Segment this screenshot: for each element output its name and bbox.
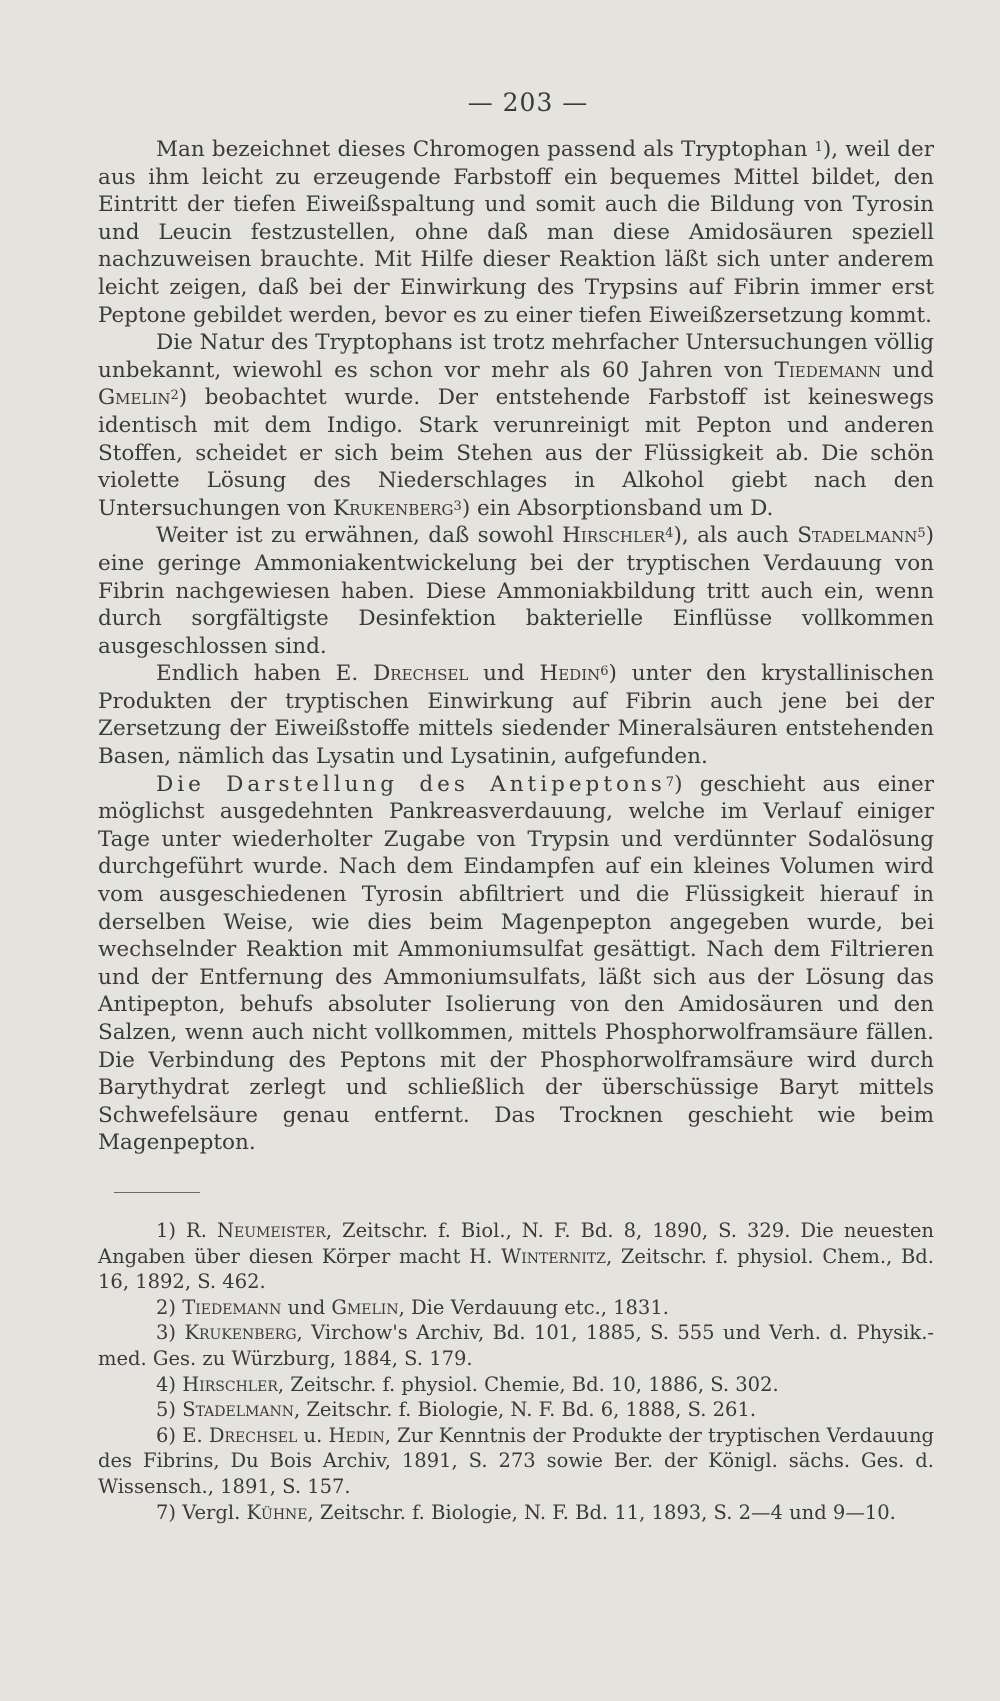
- author-name: Stadelmann: [797, 523, 918, 549]
- footnote-ref: 1: [814, 140, 823, 155]
- text-run: 2): [156, 1295, 183, 1319]
- footnote: [98, 1372, 934, 1398]
- text-run: ), als auch: [673, 523, 798, 549]
- footnotes: [98, 1218, 934, 1525]
- text-run: Man bezeichnet dieses Chromogen passend als Tryptophan: [156, 137, 815, 162]
- paragraph: [98, 771, 934, 1157]
- author-name: Krukenberg: [184, 1321, 297, 1345]
- page-number: — 203 —: [467, 88, 589, 117]
- paragraph: [98, 136, 934, 329]
- text-run: , Zeitschr. f. Biol., N. F. Bd. 8, 1890, S. 329. Die neuesten Angaben über diesen Körper macht H.: [98, 1219, 934, 1268]
- footnote-ref: 5: [917, 526, 926, 542]
- author-name: Neumeister: [216, 1219, 326, 1242]
- text-run: ) geschieht aus einer möglichst ausgedehnten Pankreasverdauung, welche im Verlauf einiger Tage unter wiederholter Zugabe von Trypsin und verdünnter Sodalösung durchgeführt wurde. Nach dem Eindampfen auf ein kleines Volumen wird vom ausgeschiedenen Tyrosin abfiltriert und die Flüssigkeit hierauf in derselben Weise, wie dies beim Magenpepton angegeben wurde, bei wechselnder Reaktion mit Ammoniumsulfat gesättigt. Nach dem Filtrieren und der Entfernung des Ammoniumsulfats, läßt sich aus der Lösung das Antipepton, behufs absoluter Isolierung von den Amidosäuren und den Salzen, wenn auch nicht vollkommen, mittels Phosphorwolframsäure fällen. Die Verbindung des Peptons mit der Phosphorwolframsäure wird durch Barythydrat zerlegt und schließlich der überschüssige Baryt mittels Schwefelsäure genau entfernt. Das Trocknen geschieht wie beim Magenpepton.: [98, 771, 934, 1156]
- text-run: ) ein Absorptionsband um D.: [461, 495, 774, 521]
- footnote-ref: 2: [170, 388, 179, 404]
- text-run: 5): [156, 1398, 183, 1422]
- text-run: , Zeitschr. f. physiol. Chem., Bd. 16, 1892, S. 462.: [98, 1244, 934, 1294]
- footnote-separator: [114, 1192, 200, 1193]
- text-run: 3): [156, 1321, 185, 1345]
- author-name: Hedin: [539, 661, 601, 687]
- author-name: Drechsel: [208, 1423, 298, 1447]
- text-run: 4): [156, 1372, 183, 1396]
- footnote-ref: 3: [453, 498, 462, 514]
- footnote: [98, 1320, 934, 1371]
- author-name: Gmelin: [331, 1295, 399, 1319]
- footnote-ref: 7: [665, 774, 675, 790]
- author-name: Winternitz: [501, 1244, 606, 1268]
- text-run: , Zeitschr. f. physiol. Chemie, Bd. 10, 1886, S. 302.: [277, 1372, 779, 1396]
- footnote-ref: 4: [665, 526, 674, 542]
- author-name: Hirschler: [562, 523, 666, 549]
- text-run: ) eine geringe Ammoniakentwickelung bei der tryptischen Verdauung von Fibrin nachgewiesen haben. Diese Ammoniakbildung tritt auch ein, wenn durch sorgfältigste Desinfektion bakterielle Einflüsse vollkommen ausgeschlossen sind.: [98, 523, 934, 659]
- footnote: [98, 1295, 934, 1321]
- author-name: Gmelin: [98, 385, 171, 411]
- text-run: , Zur Kenntnis der Produkte der tryptischen Verdauung des Fibrins, Du Bois Archiv, 1891, S. 273 sowie Ber. der Königl. sächs. Ges. d. Wissensch., 1891, S. 157.: [98, 1423, 935, 1498]
- text-run: Die Natur des Tryptophans ist trotz mehrfacher Untersuchungen völlig unbekannt, wiewohl es schon vor mehr als 60 Jahren von: [98, 330, 935, 383]
- text-run: und: [468, 661, 540, 687]
- author-name: Hedin: [328, 1423, 385, 1447]
- paragraph: [98, 522, 934, 660]
- text-run: und: [881, 357, 934, 383]
- text-run: ) beobachtet wurde. Der entstehende Farbstoff ist keineswegs identisch mit dem Indigo. Stark verunreinigt mit Pepton und anderen Stoffen, scheidet er sich beim Stehen aus der Flüssigkeit ab. Die schön violette Lösung des Niederschlages in Alkohol giebt nach den Untersuchungen von: [98, 385, 934, 521]
- footnote-ref: 6: [600, 664, 609, 680]
- footnote: [98, 1423, 934, 1500]
- text-run: Weiter ist zu erwähnen, daß sowohl: [156, 523, 563, 549]
- text-run: 6) E.: [156, 1423, 209, 1447]
- author-name: Kühne: [246, 1500, 308, 1524]
- text-run: und: [281, 1295, 332, 1319]
- author-name: Stadelmann: [182, 1398, 294, 1422]
- text-run: 1) R.: [156, 1219, 217, 1242]
- paragraph: [98, 660, 934, 770]
- text-run: , Virchow's Archiv, Bd. 101, 1885, S. 555 und Verh. d. Physik.-med. Ges. zu Würzburg, 1884, S. 179.: [98, 1321, 934, 1370]
- text-run: ), weil der aus ihm leicht zu erzeugende Farbstoff ein bequemes Mittel bildet, den Eintritt der tiefen Eiweißspaltung und somit auch die Bildung von Tyrosin und Leucin festzustellen, ohne daß man diese Amidosäuren speziell nachzuweisen brauchte. Mit Hilfe dieser Reaktion läßt sich unter anderem leicht zeigen, daß bei der Einwirkung des Trypsins auf Fibrin immer erst Peptone gebildet werden, bevor es zu einer tiefen Eiweißzersetzung kommt.: [98, 137, 934, 328]
- footnote: [98, 1218, 934, 1295]
- text-run: ) unter den krystallinischen Produkten der tryptischen Einwirkung auf Fibrin auch jene bei der Zersetzung der Eiweißstoffe mittels siedender Mineralsäuren entstehenden Basen, nämlich das Lysatin und Lysatinin, aufgefunden.: [98, 661, 934, 770]
- text-run: , Die Verdauung etc., 1831.: [398, 1295, 669, 1319]
- paragraph: [98, 329, 934, 522]
- main-text: [98, 136, 934, 1157]
- author-name: Tiedemann: [182, 1295, 282, 1319]
- author-name: Drechsel: [373, 661, 469, 687]
- emphasized-text: Die Darstellung des Antipeptons: [156, 771, 666, 797]
- author-name: Krukenberg: [333, 495, 454, 521]
- footnote: [98, 1397, 934, 1423]
- text-run: , Zeitschr. f. Biologie, N. F. Bd. 11, 1893, S. 2—4 und 9—10.: [307, 1500, 896, 1524]
- text-run: , Zeitschr. f. Biologie, N. F. Bd. 6, 1888, S. 261.: [293, 1398, 757, 1422]
- text-run: u.: [297, 1423, 329, 1447]
- footnote: [98, 1500, 934, 1526]
- text-run: 7) Vergl.: [156, 1500, 247, 1524]
- author-name: Hirschler: [182, 1372, 278, 1396]
- author-name: Tiedemann: [774, 357, 882, 383]
- text-run: Endlich haben E.: [156, 661, 374, 687]
